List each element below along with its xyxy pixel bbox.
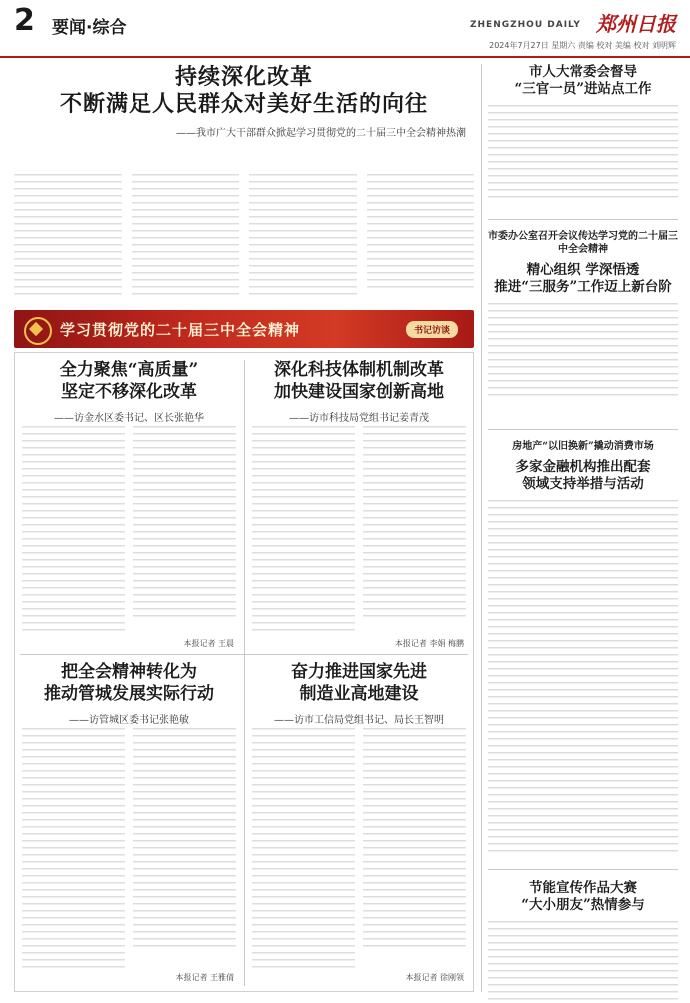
interview-1-byline: ——访金水区委书记、区长张艳华: [54, 412, 204, 424]
body-text-column: [367, 174, 475, 300]
masthead: [0, 0, 690, 58]
interview-3-signature: 本报记者 王雅倩: [175, 973, 234, 982]
issue-meta: 2024年7月27日 星期六 责编 校对 美编 校对 刘明辉: [489, 41, 676, 50]
body-text-column: [249, 174, 357, 300]
paper-name-en: ZHENGZHOU DAILY: [469, 20, 581, 30]
lead-body: [14, 174, 474, 300]
interview-divider-horizontal: [20, 654, 468, 655]
study-banner: [14, 310, 474, 348]
right-story-2-body: [488, 303, 678, 401]
lead-title-line1: 持续深化改革: [174, 64, 313, 90]
interview-story-4: [252, 662, 466, 986]
lead-subtitle: ——我市广大干部群众掀起学习贯彻党的二十届三中全会精神热潮: [176, 127, 466, 139]
lead-headline: [14, 64, 474, 118]
interview-story-3: [22, 662, 236, 986]
interview-story-2: [252, 360, 466, 650]
interview-3-byline: ——访管城区委书记张艳敏: [69, 714, 189, 726]
lead-title-line2: 不断满足人民群众对美好生活的向往: [59, 90, 428, 117]
page-number: 2: [14, 3, 35, 38]
interview-3-body: [22, 728, 236, 968]
right-story-2: [488, 230, 678, 430]
interview-2-body: [252, 426, 466, 634]
interview-2-byline: ——访市科技局党组书记姜青茂: [289, 412, 429, 424]
right-story-2-title: 精心组织 学深悟透 推进“三服务”工作迈上新台阶: [494, 262, 672, 296]
right-story-3-title: 多家金融机构推出配套 领域支持举措与活动: [515, 459, 651, 493]
right-story-2-kicker: 市委办公室召开会议传达学习党的二十届三中全会精神: [488, 231, 678, 255]
column-divider: [481, 64, 482, 992]
right-column: [488, 64, 678, 1003]
lead-story: [14, 64, 474, 300]
interview-4-body: [252, 728, 466, 968]
right-story-4-title: 节能宣传作品大赛 “大小朋友”热情参与: [521, 880, 645, 914]
right-story-1: [488, 64, 678, 220]
interview-1-signature: 本报记者 王晨: [183, 639, 234, 648]
section-name: 要闻·综合: [52, 18, 127, 38]
interview-4-signature: 本报记者 徐刚领: [405, 973, 464, 982]
interview-1-body: [22, 426, 236, 634]
interview-story-1: [22, 360, 236, 650]
right-story-1-title: 市人大常委会督导 “三官一员”进站点工作: [514, 64, 652, 98]
interview-2-headline: 深化科技体制机制改革 加快建设国家创新高地: [274, 360, 444, 402]
interview-2-signature: 本报记者 李娟 梅鹏: [394, 639, 464, 648]
interview-3-headline: 把全会精神转化为 推动管城发展实际行动: [44, 662, 214, 704]
right-story-4: [488, 880, 678, 1003]
interview-4-headline: 奋力推进国家先进 制造业高地建设: [291, 662, 427, 704]
right-story-1-body: [488, 105, 678, 203]
masthead-right: [470, 8, 676, 51]
banner-title: 学习贯彻党的二十届三中全会精神: [60, 321, 301, 339]
right-story-3-kicker: 房地产“以旧换新”撬动消费市场: [512, 441, 654, 452]
interview-divider-vertical: [244, 360, 245, 986]
interview-4-byline: ——访市工信局党组书记、局长王智明: [274, 714, 444, 726]
right-story-3: [488, 440, 678, 870]
body-text-column: [132, 174, 240, 300]
paper-logo: 郑州日报: [596, 12, 676, 36]
banner-tag: 书记访谈: [406, 321, 458, 338]
right-story-4-body: [488, 921, 678, 1003]
right-story-3-body: [488, 500, 678, 852]
body-text-column: [14, 174, 122, 300]
interview-1-headline: 全力聚焦“高质量” 坚定不移深化改革: [59, 360, 199, 402]
